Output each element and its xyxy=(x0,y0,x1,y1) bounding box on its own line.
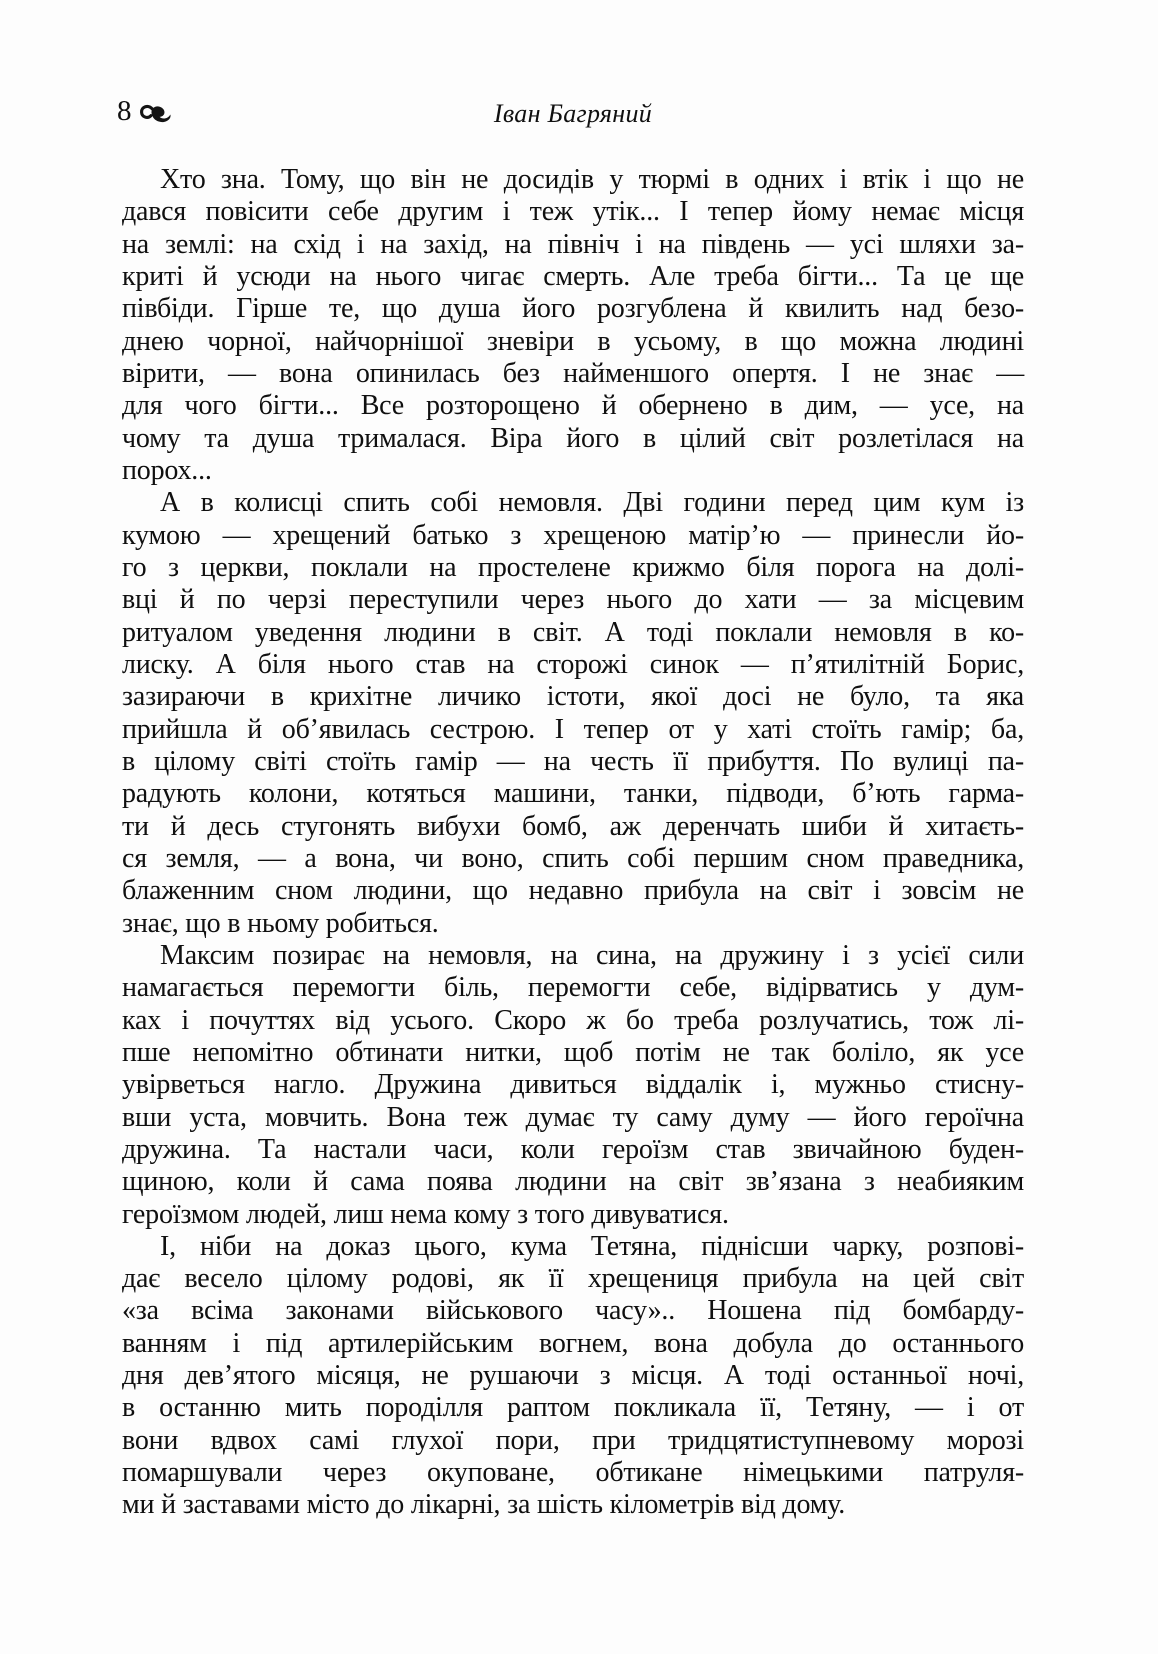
text-line: кумою — хрещений батько з хрещеною матір’ю — принесли йо- xyxy=(122,519,1024,551)
text-line: блаженним сном людини, що недавно прибула на світ і зовсім не xyxy=(122,875,1024,907)
paragraph xyxy=(122,487,1024,940)
text-line: в останню мить породілля раптом покликала її, Тетяну, — і от xyxy=(122,1392,1024,1424)
text-line: вці й по черзі переступили через нього до хати — за місцевим xyxy=(122,584,1024,616)
text-line: порох... xyxy=(122,454,212,486)
text-line: дався повісити себе другим і теж утік... І тепер йому немає місця xyxy=(122,196,1024,228)
running-title: Іван Багряний xyxy=(493,99,653,128)
text-line: «за всіма законами військового часу».. Ношена під бомбарду- xyxy=(122,1295,1024,1327)
text-line: Максим позирає на немовля, на сина, на дружину і з усієї сили xyxy=(160,939,1024,971)
text-line: на землі: на схід і на захід, на північ і на південь — усі шляхи за- xyxy=(122,228,1024,260)
text-line: днею чорної, найчорнішої зневіри в усьому, в що можна людині xyxy=(122,325,1024,357)
text-line: знає, що в ньому робиться. xyxy=(122,907,439,939)
text-line: пше непомітно обтинати нитки, щоб потім не так боліло, як усе xyxy=(122,1036,1024,1068)
text-line: півбіди. Гірше те, що душа його розгублена й квилить над безо- xyxy=(122,293,1024,325)
text-line: увірветься нагло. Дружина дивиться віддалік і, мужньо стисну- xyxy=(122,1069,1024,1101)
text-line: ванням і під артилерійським вогнем, вона добула до останнього xyxy=(122,1327,1024,1359)
text-line: вши уста, мовчить. Вона теж думає ту саму думу — його героїчна xyxy=(122,1101,1024,1133)
text-line: вони вдвох самі глухої пори, при тридцятиступневому морозі xyxy=(122,1424,1024,1456)
paragraph xyxy=(122,940,1024,1231)
text-line: чому та душа трималася. Віра його в цілий світ розлетілася на xyxy=(122,422,1024,454)
text-line: прийшла й об’явилась сестрою. І тепер от у хаті стоїть гамір; ба, xyxy=(122,713,1024,745)
paragraph xyxy=(122,1231,1024,1522)
text-line: щиною, коли й сама поява людини на світ зв’язана з неабияким xyxy=(122,1166,1024,1198)
text-line: криті й усюди на нього чигає смерть. Але треба бігти... Та це ще xyxy=(122,260,1024,292)
text-line: намагається перемогти біль, перемогти себе, відірватись у дум- xyxy=(122,972,1024,1004)
page-number: 8 xyxy=(117,95,132,127)
text-line: дружина. Та настали часи, коли героїзм став звичайною буден- xyxy=(122,1133,1024,1165)
text-line: для чого бігти... Все розторощено й обернено в дим, — усе, на xyxy=(122,390,1024,422)
text-line: радують колони, котяться машини, танки, підводи, б’ють гарма- xyxy=(122,778,1024,810)
text-line: лиску. А біля нього став на сторожі синок — п’ятилітній Борис, xyxy=(122,648,1024,680)
text-line: ми й заставами місто до лікарні, за шість кілометрів від дому. xyxy=(122,1489,846,1521)
text-line: дня дев’ятого місяця, не рушаючи з місця. А тоді останньої ночі, xyxy=(122,1360,1024,1392)
text-line: го з церкви, поклали на простелене крижмо біля порога на долі- xyxy=(122,551,1024,583)
text-line: дає весело цілому родові, як її хрещениця прибула на цей світ xyxy=(122,1263,1024,1295)
text-line: Хто зна. Тому, що він не досидів у тюрмі в одних і втік і що не xyxy=(160,164,1024,195)
paragraph xyxy=(122,164,1024,487)
text-line: ти й десь стугонять вибухи бомб, аж деренчать шиби й хитаєть- xyxy=(122,810,1024,842)
text-line: вірити, — вона опинилась без найменшого опертя. І не знає — xyxy=(122,357,1024,389)
text-line: в цілому світі стоїть гамір — на честь її прибуття. По вулиці па- xyxy=(122,745,1024,777)
text-line: героїзмом людей, лиш нема кому з того дивуватися. xyxy=(122,1198,729,1230)
text-line: зазираючи в крихітне личико істоти, якої досі не було, та яка xyxy=(122,681,1024,713)
text-line: ся земля, — а вона, чи воно, спить собі першим сном праведника, xyxy=(122,842,1024,874)
text-line: А в колисці спить собі немовля. Дві години перед цим кум із xyxy=(160,487,1024,519)
text-line: помаршували через окуповане, обтикане німецькими патруля- xyxy=(122,1457,1024,1489)
text-line: ках і почуттях від усього. Скоро ж бо треба розлучатись, тож лі- xyxy=(122,1004,1024,1036)
text-line: ритуалом уведення людини в світ. А тоді поклали немовля в ко- xyxy=(122,616,1024,648)
text-line: І, ніби на доказ цього, кума Тетяна, піднісши чарку, розпові- xyxy=(160,1230,1024,1262)
body-text xyxy=(122,164,1024,1522)
